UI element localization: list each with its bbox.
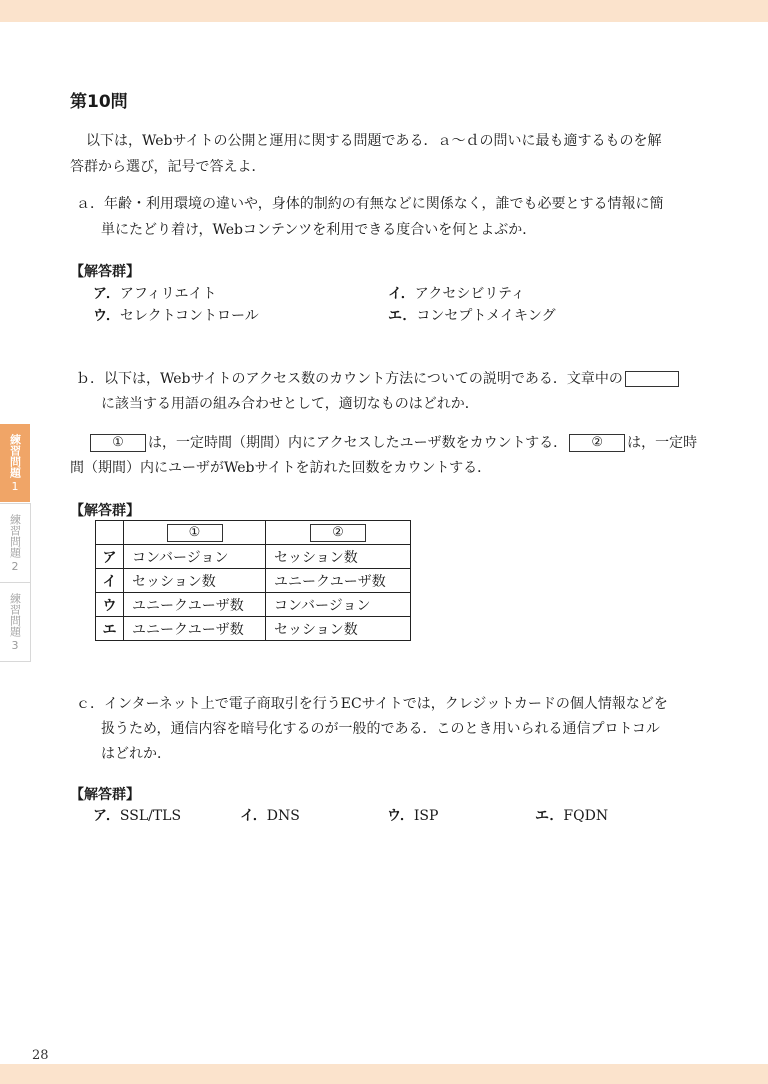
table-corner-cell xyxy=(96,521,124,545)
option-a-e[interactable]: エ．コンセプトメイキング xyxy=(388,308,556,324)
side-tab-practice-1[interactable] xyxy=(0,424,30,502)
side-tab-label: 練習問題 xyxy=(8,592,22,637)
option-c-u[interactable]: ウ．ISP xyxy=(387,808,439,824)
question-c-line-2: 扱うため，通信内容を暗号化するのが一般的である．このとき用いられる通信プロトコル xyxy=(101,721,660,737)
side-tab-number: 2 xyxy=(11,559,19,573)
blank-box-1: ① xyxy=(90,434,146,452)
row-label: エ xyxy=(96,617,124,641)
answer-group-header-b: 【解答群】 xyxy=(70,503,140,519)
intro-line-2: 答群から選び，記号で答えよ． xyxy=(70,159,266,175)
side-tab-label: 練習問題 xyxy=(8,433,22,478)
cell-term-2: ユニークユーザ数 xyxy=(266,569,411,593)
table-head-2: ② xyxy=(310,524,366,542)
table-head-1: ① xyxy=(167,524,223,542)
cell-term-2: コンバージョン xyxy=(266,593,411,617)
table-row[interactable] xyxy=(96,617,411,641)
cell-term-1: ユニークユーザ数 xyxy=(124,593,266,617)
option-c-i[interactable]: イ．DNS xyxy=(240,808,300,824)
side-tab-practice-2[interactable] xyxy=(0,503,31,582)
cell-term-2: セッション数 xyxy=(266,617,411,641)
intro-line-1: 以下は，Webサイトの公開と運用に関する問題である．ａ～ｄの問いに最も適するものを解 xyxy=(86,133,662,149)
question-c-line-3: はどれか． xyxy=(101,746,171,762)
page-number: 28 xyxy=(32,1048,49,1063)
blank-box xyxy=(625,371,679,387)
top-band xyxy=(0,0,768,22)
blank-box-2: ② xyxy=(569,434,625,452)
table-header-row xyxy=(96,521,411,545)
question-c-line-1: ｃ．インターネット上で電子商取引を行うECサイトでは，クレジットカードの個人情報などを xyxy=(76,696,668,712)
side-tab-number: 1 xyxy=(11,479,19,493)
bottom-band xyxy=(0,1064,768,1084)
cell-term-1: セッション数 xyxy=(124,569,266,593)
option-a-u[interactable]: ウ．セレクトコントロール xyxy=(93,308,259,324)
row-label: ウ xyxy=(96,593,124,617)
cell-term-1: ユニークユーザ数 xyxy=(124,617,266,641)
table-row[interactable] xyxy=(96,545,411,569)
table-row[interactable] xyxy=(96,569,411,593)
cell-term-2: セッション数 xyxy=(266,545,411,569)
side-tab-number: 3 xyxy=(11,638,19,652)
row-label: ア xyxy=(96,545,124,569)
page-title: 第10問 xyxy=(70,92,128,112)
statement-line-1: ① は，一定時間（期間）内にアクセスしたユーザ数をカウントする． ② は，一定時 xyxy=(88,430,697,456)
side-tab-label: 練習問題 xyxy=(8,513,22,558)
question-a-line-2: 単にたどり着け，Webコンテンツを利用できる度合いを何とよぶか． xyxy=(101,222,537,238)
answer-group-header-c: 【解答群】 xyxy=(70,787,140,803)
option-a-i[interactable]: イ．アクセシビリティ xyxy=(388,286,525,302)
cell-term-1: コンバージョン xyxy=(124,545,266,569)
row-label: イ xyxy=(96,569,124,593)
statement-line-2: 間（期間）内にユーザがWebサイトを訪れた回数をカウントする． xyxy=(70,460,492,476)
answer-table xyxy=(95,520,411,641)
table-row[interactable] xyxy=(96,593,411,617)
question-b-line-2: に該当する用語の組み合わせとして，適切なものはどれか． xyxy=(101,396,479,412)
question-a-line-1: ａ．年齢・利用環境の違いや，身体的制約の有無などに関係なく，誰でも必要とする情報に簡 xyxy=(76,196,664,212)
answer-group-header-a: 【解答群】 xyxy=(70,264,140,280)
option-c-e[interactable]: エ．FQDN xyxy=(535,808,609,824)
side-tab-practice-3[interactable] xyxy=(0,582,31,662)
question-b-line-1: ｂ．以下は，Webサイトのアクセス数のカウント方法についての説明である．文章中の xyxy=(76,366,681,392)
option-a-a[interactable]: ア．アフィリエイト xyxy=(93,286,217,302)
option-c-a[interactable]: ア．SSL/TLS xyxy=(93,808,182,824)
